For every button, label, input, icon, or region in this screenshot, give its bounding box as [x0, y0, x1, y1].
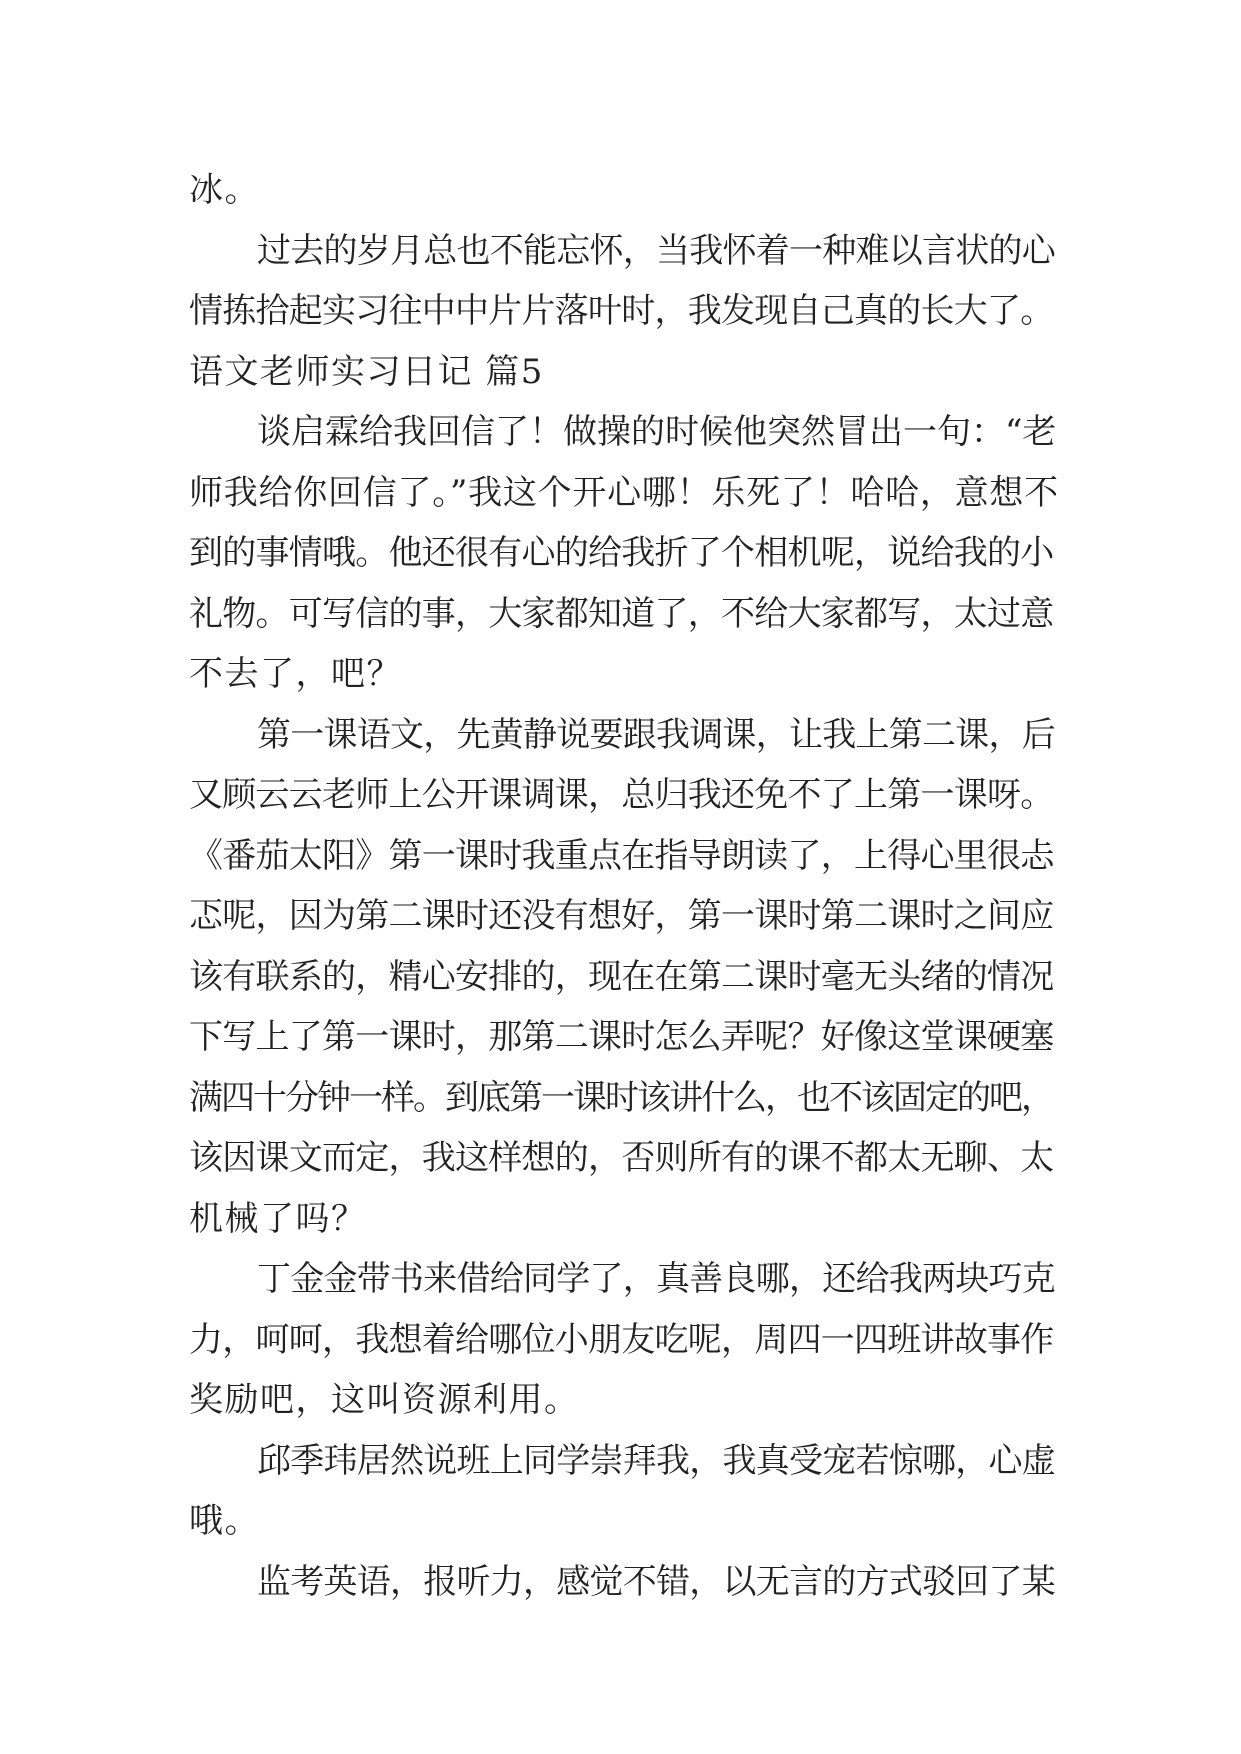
text-line: 监考英语，报听力，感觉不错，以无言的方式驳回了某	[257, 1561, 1055, 1602]
text-line: 师我给你回信了。”我这个开心哪！乐死了！哈哈，意想不	[189, 472, 1059, 513]
text-line: 《番茄太阳》第一课时我重点在指导朗读了，上得心里很忐	[189, 835, 1054, 876]
text-line: 该因课文而定，我这样想的，否则所有的课不都太无聊、太	[189, 1138, 1054, 1178]
text-line: 谈启霖给我回信了！做操的时候他突然冒出一句：“老	[257, 412, 1057, 452]
text-line: 过去的岁月总也不能忘怀，当我怀着一种难以言状的心	[257, 230, 1055, 271]
text-line: 下写上了第一课时，那第二课时怎么弄呢？好像这堂课硬塞	[189, 1017, 1054, 1057]
text-line: 满四十分钟一样。到底第一课时该讲什么，也不该固定的吧，	[189, 1077, 1053, 1118]
text-line: 冰。	[189, 170, 260, 210]
text-line: 力，呵呵，我想着给哪位小朋友吃呢，周四一四班讲故事作	[189, 1319, 1054, 1360]
text-line: 奖励吧，这叫资源利用。	[189, 1380, 580, 1420]
text-line: 礼物。可写信的事，大家都知道了，不给大家都写，太过意	[189, 593, 1054, 634]
text-line: 情拣拾起实习往中中片片落叶时，我发现自己真的长大了。	[189, 291, 1054, 331]
text-line: 到的事情哦。他还很有心的给我折了个相机呢，说给我的小	[189, 533, 1054, 573]
text-line: 该有联系的，精心安排的，现在在第二课时毫无头绪的情况	[189, 956, 1054, 997]
body-text	[189, 160, 1059, 1612]
section-heading: 语文老师实习日记 篇5	[189, 351, 544, 392]
text-line: 忑呢，因为第二课时还没有想好，第一课时第二课时之间应	[189, 896, 1054, 936]
text-line: 邱季玮居然说班上同学崇拜我，我真受宠若惊哪，心虚	[257, 1440, 1055, 1481]
text-line: 机械了吗？	[189, 1198, 367, 1239]
text-line: 第一课语文，先黄静说要跟我调课，让我上第二课，后	[257, 714, 1055, 755]
text-line: 丁金金带书来借给同学了，真善良哪，还给我两块巧克	[257, 1259, 1055, 1299]
text-line: 又顾云云老师上公开课调课，总归我还免不了上第一课呀。	[189, 775, 1054, 815]
text-line: 不去了，吧？	[189, 654, 402, 694]
text-line: 哦。	[189, 1501, 260, 1541]
